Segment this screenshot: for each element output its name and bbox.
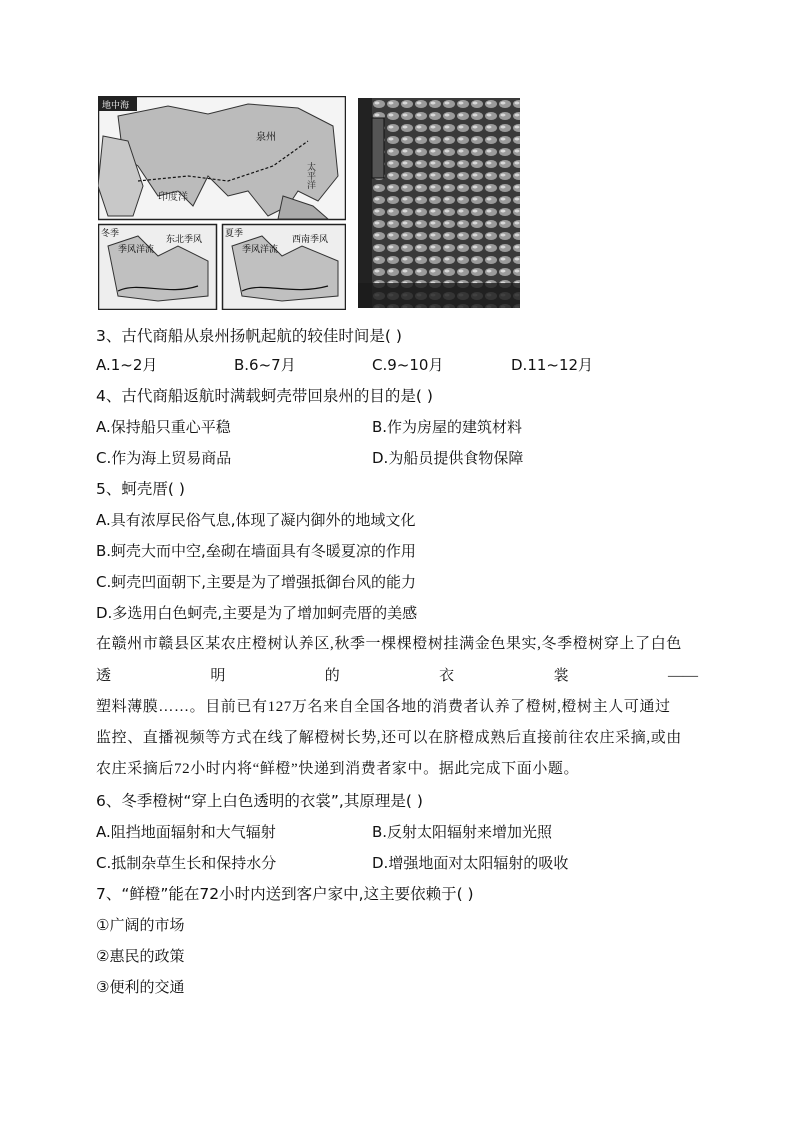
winter-wind-label: 东北季风 <box>166 235 203 245</box>
passage-word: 明 <box>210 668 226 684</box>
q4-option-b[interactable]: B.作为房屋的建筑材料 <box>372 418 523 436</box>
winter-current-label: 季风洋流 <box>118 245 155 255</box>
passage-word: 的 <box>324 668 340 684</box>
map-label-indian: 印度洋 <box>158 192 188 203</box>
route-map-figure <box>98 96 346 310</box>
q3-option-b[interactable]: B.6~7月 <box>234 356 296 374</box>
passage-line-5: 农庄采摘后72小时内将“鲜橙”快递到消费者家中。据此完成下面小题。 <box>96 761 580 777</box>
q5-option-a[interactable]: A.具有浓厚民俗气息,体现了凝内御外的地域文化 <box>96 511 416 529</box>
passage-word: 透 <box>96 668 112 684</box>
passage-word: —— <box>667 668 698 684</box>
q5-option-d[interactable]: D.多选用白色蚵壳,主要是为了增加蚵壳厝的美感 <box>96 604 418 622</box>
q7-item-3: ③便利的交通 <box>96 978 185 996</box>
q3-option-d[interactable]: D.11~12月 <box>511 356 594 374</box>
q4-option-c[interactable]: C.作为海上贸易商品 <box>96 449 232 467</box>
figure-row <box>98 96 528 310</box>
passage-line-2 <box>96 666 698 686</box>
q7-item-1: ①广阔的市场 <box>96 916 185 934</box>
q7-item-2: ②惠民的政策 <box>96 947 185 965</box>
passage-line-1: 在赣州市赣县区某农庄橙树认养区,秋季一棵棵橙树挂满金色果实,冬季橙树穿上了白色 <box>96 636 682 652</box>
passage-line-3: 塑料薄膜……。目前已有127万名来自全国各地的消费者认养了橙树,橙树主人可通过 <box>96 699 671 715</box>
map-label-pacific: 太平洋 <box>305 162 315 189</box>
q4-option-d[interactable]: D.为船员提供食物保障 <box>372 449 524 467</box>
q4-option-a[interactable]: A.保持船只重心平稳 <box>96 418 231 436</box>
q6-stem: 6、冬季橙树“穿上白色透明的衣裳”,其原理是( ) <box>96 792 423 810</box>
q7-stem: 7、“鲜橙”能在72小时内送到客户家中,这主要依赖于( ) <box>96 885 474 903</box>
map-label-corner: 地中海 <box>102 101 130 111</box>
winter-label: 冬季 <box>101 229 120 239</box>
q4-stem: 4、古代商船返航时满载蚵壳带回泉州的目的是( ) <box>96 387 433 405</box>
summer-label: 夏季 <box>225 229 244 239</box>
passage-word: 衣 <box>439 668 455 684</box>
q3-option-a[interactable]: A.1~2月 <box>96 356 158 374</box>
q6-option-d[interactable]: D.增强地面对太阳辐射的吸收 <box>372 854 569 872</box>
q3-stem: 3、古代商船从泉州扬帆起航的较佳时间是( ) <box>96 327 402 345</box>
oyster-shell-wall-photo <box>358 98 520 308</box>
q5-option-c[interactable]: C.蚵壳凹面朝下,主要是为了增强抵御台风的能力 <box>96 573 417 591</box>
q6-option-a[interactable]: A.阻挡地面辐射和大气辐射 <box>96 823 276 841</box>
summer-current-label: 季风洋流 <box>242 245 279 255</box>
passage-line-4: 监控、直播视频等方式在线了解橙树长势,还可以在脐橙成熟后直接前往农庄采摘,或由 <box>96 730 682 746</box>
passage-word: 裳 <box>553 668 569 684</box>
q6-option-b[interactable]: B.反射太阳辐射来增加光照 <box>372 823 553 841</box>
q5-stem: 5、蚵壳厝( ) <box>96 480 185 498</box>
summer-wind-label: 西南季风 <box>292 235 329 245</box>
q3-option-c[interactable]: C.9~10月 <box>372 356 444 374</box>
map-label-quanzhou: 泉州 <box>256 132 276 143</box>
q6-option-c[interactable]: C.抵制杂草生长和保持水分 <box>96 854 277 872</box>
q5-option-b[interactable]: B.蚵壳大而中空,垒砌在墙面具有冬暖夏凉的作用 <box>96 542 416 560</box>
